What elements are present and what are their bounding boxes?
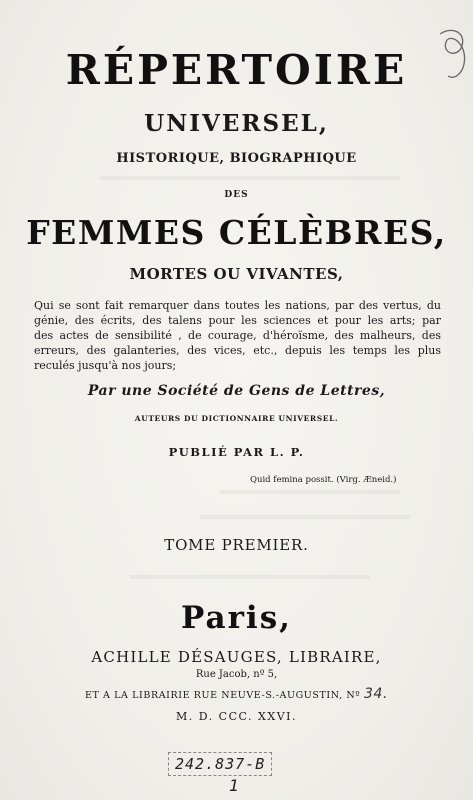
publisher-address: Rue Jacob, nº 5, <box>195 669 278 680</box>
description-line: des actes de sensibilité , de courage, d'héroïsme, des malheurs, des <box>34 329 441 342</box>
description-line: génie, des écrits, des talens pour les sciences et pour les arts; par <box>34 314 441 327</box>
description-line: reculés jusqu'à nos jours; <box>34 359 177 372</box>
show-through-mark <box>220 490 400 494</box>
connector-des: DES <box>224 190 249 200</box>
show-through-mark <box>100 176 400 180</box>
description-line: Qui se sont fait remarquer dans toutes les nations, par des vertus, du <box>34 299 441 312</box>
publication-year: M. D. CCC. XXVI. <box>176 710 297 723</box>
handwritten-volume-number: 1 <box>229 776 240 795</box>
second-bookshop-address <box>0 686 473 702</box>
second-bookshop-address-text: ET A LA LIBRAIRIE RUE NEUVE-S.-AUGUSTIN, Nº <box>84 690 361 701</box>
subtitle-historique: HISTORIQUE, BIOGRAPHIQUE <box>116 151 357 166</box>
subtitle-femmes: FEMMES CÉLÈBRES, <box>26 213 447 252</box>
imprint-city: Paris, <box>181 600 292 636</box>
authorship-line: Par une Société de Gens de Lettres, <box>87 383 386 399</box>
publisher-name: ACHILLE DÉSAUGES, LIBRAIRE, <box>91 648 382 666</box>
library-shelfmark: 242.837-B <box>168 752 272 776</box>
book-title: RÉPERTOIRE <box>65 46 408 94</box>
volume-label: TOME PREMIER. <box>164 536 309 554</box>
description-line: erreurs, des galanteries, des vices, etc., depuis les temps les plus <box>34 344 441 357</box>
show-through-mark <box>200 515 410 519</box>
handwritten-street-number: 34. <box>363 686 389 702</box>
description-paragraph <box>34 298 441 373</box>
epigraph: Quid femina possit. (Virg. Æneid.) <box>250 475 397 485</box>
authors-note: AUTEURS DU DICTIONNAIRE UNIVERSEL. <box>134 414 339 423</box>
published-by: PUBLIÉ PAR L. P. <box>168 445 305 459</box>
show-through-mark <box>130 575 370 579</box>
subtitle-mortes: MORTES OU VIVANTES, <box>129 265 344 283</box>
subtitle-universel: UNIVERSEL, <box>144 110 329 137</box>
